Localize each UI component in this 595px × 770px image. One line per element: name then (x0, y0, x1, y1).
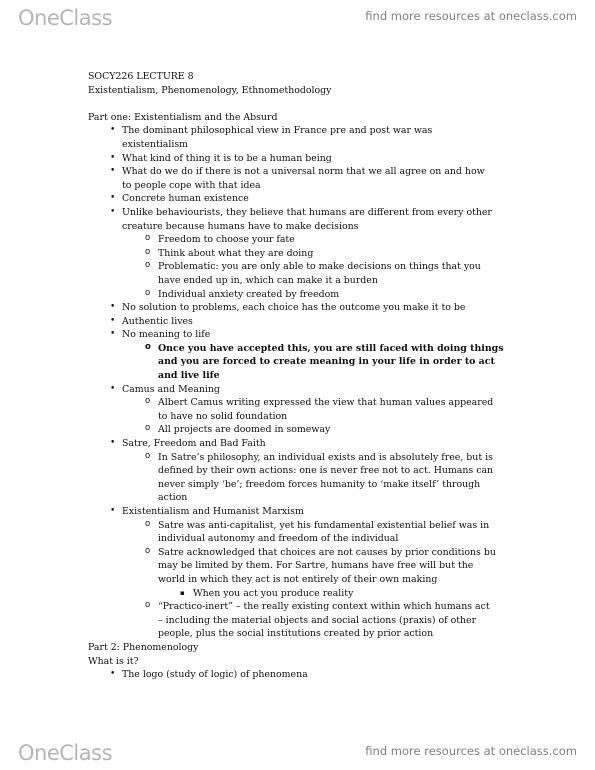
course-code: SOCY226 LECTURE 8 (88, 71, 194, 82)
sub-bullet-item: o Once you have accepted this, you are still faced with doing things (88, 342, 528, 356)
sub-bullet-continuation: defined by their own actions: one is never free not to act. Humans can (158, 465, 494, 477)
sub-bullet-item: o Think about what they are doing (88, 247, 528, 261)
footer-tagline[interactable]: find more resources at oneclass.com (365, 744, 577, 758)
sub-bullet-continuation: and live life (158, 370, 220, 382)
lecture-subtitle: Existentialism, Phenomenology, Ethnomethodology (88, 84, 332, 96)
bullet-item: • The dominant philosophical view in France pre and post war was (88, 124, 528, 138)
what-is-it-heading: What is it? (88, 655, 139, 667)
sub-bullet-continuation: and you are forced to create meaning in your life in order to act (158, 356, 495, 368)
sub-bullet-continuation: world in which they act is not entirely of their own making (158, 573, 438, 585)
part1-heading: Part one: Existentialism and the Absurd (88, 111, 278, 123)
sub-bullet-item: o In Satre’s philosophy, an individual exists and is absolutely free, but is (88, 451, 528, 465)
bullet-continuation: to people cope with that idea (122, 179, 261, 191)
sub-bullet-continuation: action (158, 492, 188, 504)
bullet-continuation: creature because humans have to make decisions (122, 220, 359, 232)
bullet-item: • Concrete human existence (88, 192, 528, 206)
sub-bullet-item: o Individual anxiety created by freedom (88, 288, 528, 302)
lecture-notes (88, 70, 528, 682)
sub-bullet-continuation: may be limited by them. For Sartre, humans have free will but the (158, 560, 474, 572)
sub-bullet-item: o Problematic: you are only able to make decisions on things that you (88, 260, 528, 274)
sub-bullet-item: o “Practico-inert” – the really existing context within which humans act (88, 600, 528, 614)
bullet-continuation: existentialism (122, 138, 189, 150)
sub-bullet-continuation: – including the material objects and social actions (praxis) of other (158, 614, 477, 626)
bullet-item: • Existentialism and Humanist Marxism (88, 505, 528, 519)
sub-bullet-continuation: have ended up in, which can make it a burden (158, 274, 378, 286)
sub-bullet-item: o Freedom to choose your fate (88, 233, 528, 247)
top-banner (0, 0, 595, 34)
sub-bullet-item: o Satre acknowledged that choices are not causes by prior conditions bu (88, 546, 528, 560)
bullet-item: • Satre, Freedom and Bad Faith (88, 437, 528, 451)
bullet-item: • Authentic lives (88, 315, 528, 329)
header-tagline[interactable]: find more resources at oneclass.com (365, 9, 577, 23)
bottom-banner (0, 735, 595, 769)
sub-bullet-item: o All projects are doomed in someway (88, 423, 528, 437)
bullet-item: • Camus and Meaning (88, 383, 528, 397)
bullet-item: • Unlike behaviourists, they believe that humans are different from every other (88, 206, 528, 220)
bullet-item: • What do we do if there is not a universal norm that we all agree on and how (88, 165, 528, 179)
bullet-item: • No meaning to life (88, 328, 528, 342)
sub-bullet-continuation: people, plus the social institutions created by prior action (158, 628, 434, 640)
sub-bullet-item: o Albert Camus writing expressed the view that human values appeared (88, 396, 528, 410)
sub-bullet-continuation: to have no solid foundation (158, 410, 288, 422)
sub-bullet-item: o Satre was anti-capitalist, yet his fundamental existential belief was in (88, 519, 528, 533)
sub-bullet-continuation: never simply ‘be’; freedom forces humanity to ‘make itself’ through (158, 478, 481, 490)
part2-heading: Part 2: Phenomenology (88, 641, 199, 653)
bullet-item: • No solution to problems, each choice has the outcome you make it to be (88, 301, 528, 315)
oneclass-logo-footer[interactable]: OneClass (18, 741, 113, 765)
sub-bullet-continuation: individual autonomy and freedom of the individual (158, 533, 399, 545)
bullet-item: • What kind of thing it is to be a human being (88, 152, 528, 166)
bullet-item: • The logo (study of logic) of phenomena (88, 668, 528, 682)
sub-sub-bullet-item: ▪ When you act you produce reality (88, 587, 528, 601)
oneclass-logo[interactable]: OneClass (18, 6, 113, 30)
